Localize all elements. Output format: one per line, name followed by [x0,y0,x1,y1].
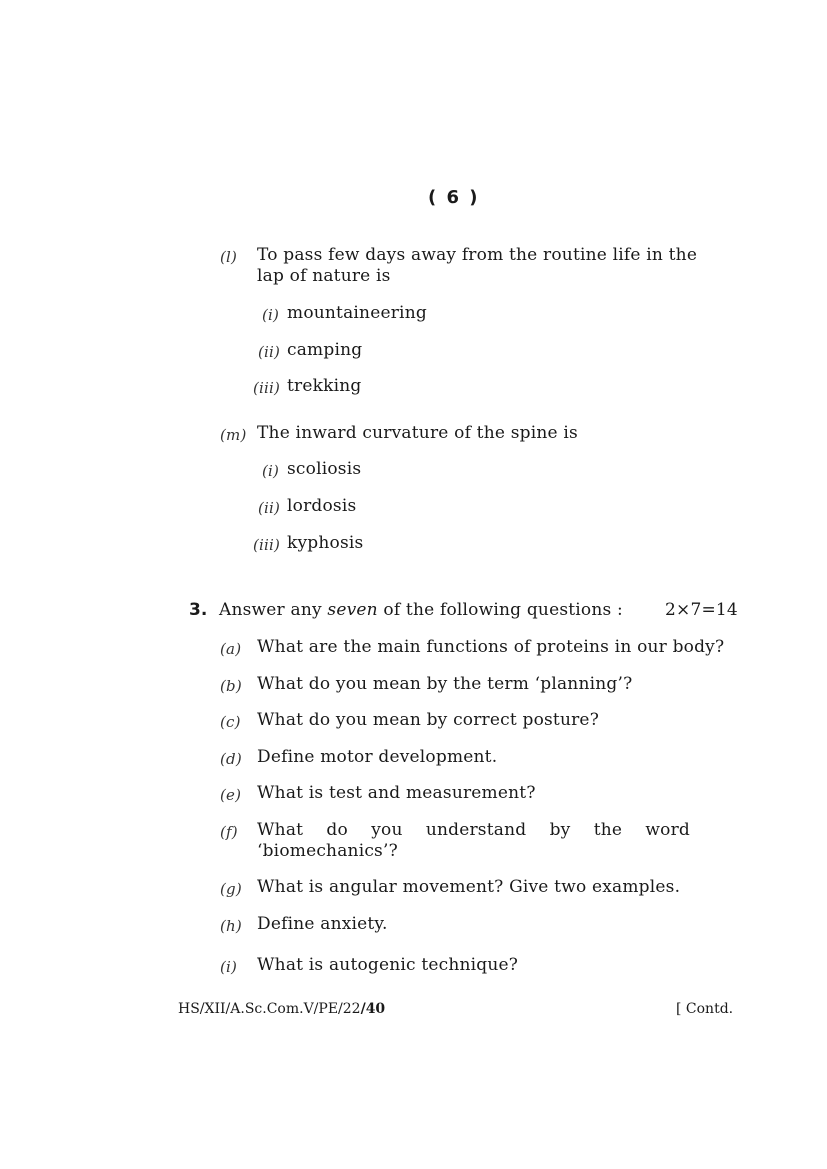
option-label: (i) [262,462,280,480]
option-label: (ii) [258,343,281,361]
page-number: ( 6 ) [428,187,480,208]
option-text: kyphosis [287,533,364,553]
option-label: (i) [262,306,280,324]
subquestion-label: (f) [220,823,238,841]
option-text: scoliosis [287,459,362,479]
subquestion-label: (e) [220,786,242,804]
question-label-l: (l) [220,248,238,266]
option-text: camping [287,340,363,360]
marks: 2×7=14 [665,600,738,620]
subquestion-label: (a) [220,640,242,658]
question-3-instruction: Answer any seven of the following questions : [219,600,623,620]
subquestion-label: (d) [220,750,242,768]
subquestion-text-line1: What do you understand by the word [257,820,690,840]
paper-code: HS/XII/A.Sc.Com.V/PE/22/40 [178,1001,386,1017]
option-label: (iii) [253,536,281,554]
emphasis-word: seven [327,600,378,620]
subquestion-text: Define motor development. [257,747,498,767]
subquestion-text: What is test and measurement? [257,783,536,803]
subquestion-text: Define anxiety. [257,914,388,934]
question-m-text: The inward curvature of the spine is [257,423,578,443]
subquestion-label: (i) [220,958,238,976]
question-l-text-line1: To pass few days away from the routine life in the [257,245,698,265]
subquestion-label: (c) [220,713,241,731]
subquestion-text: What are the main functions of proteins in our body? [257,637,725,657]
subquestion-text: What do you mean by the term ‘planning’? [257,674,633,694]
option-label: (ii) [258,499,281,517]
question-label-m: (m) [220,426,247,444]
question-l-text-line2: lap of nature is [257,266,391,286]
option-text: trekking [287,376,362,396]
continued-marker: [ Contd. [676,1001,734,1017]
subquestion-text: What is angular movement? Give two examples. [257,877,681,897]
option-text: mountaineering [287,303,427,323]
question-number: 3. [189,600,208,620]
subquestion-text: What is autogenic technique? [257,955,519,975]
subquestion-label: (b) [220,677,242,695]
subquestion-text-line2: ‘biomechanics’? [257,841,398,861]
subquestion-label: (h) [220,917,242,935]
option-text: lordosis [287,496,357,516]
subquestion-text: What do you mean by correct posture? [257,710,600,730]
subquestion-label: (g) [220,880,242,898]
option-label: (iii) [253,379,281,397]
